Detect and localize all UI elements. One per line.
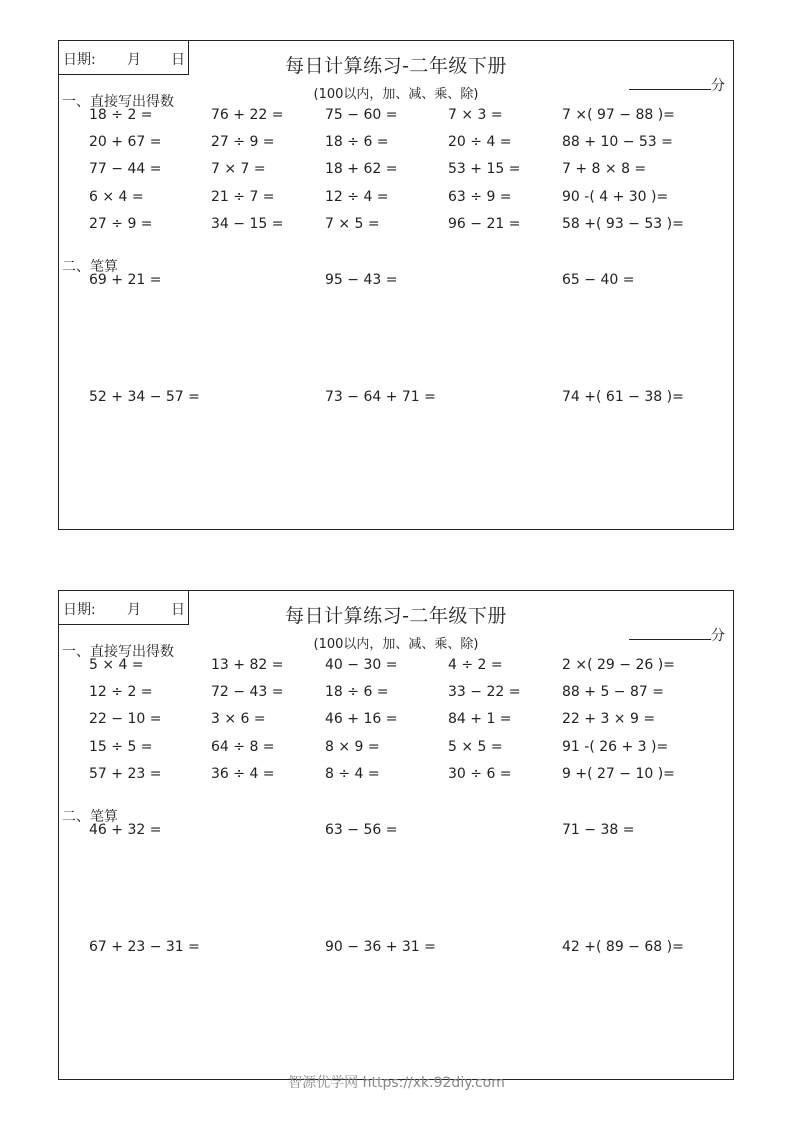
oral-problem: 84 + 1 = <box>448 711 512 727</box>
section-oral-heading: 一、直接写出得数 <box>62 644 174 660</box>
section-written-heading: 二、笔算 <box>62 809 118 825</box>
written-problem: 69 + 21 = <box>89 272 162 288</box>
worksheet-subtitle: (100以内，加、减、乘、除) <box>313 87 479 102</box>
oral-problem: 75 − 60 = <box>325 107 398 123</box>
oral-problem: 36 ÷ 4 = <box>211 766 275 782</box>
oral-problem: 7 × 3 = <box>448 107 503 123</box>
month-label: 月 <box>127 602 141 618</box>
oral-problem: 64 ÷ 8 = <box>211 739 275 755</box>
written-problem: 42 +( 89 − 68 )= <box>562 939 684 955</box>
oral-problem: 8 ÷ 4 = <box>325 766 380 782</box>
oral-problem: 7 + 8 × 8 = <box>562 161 647 177</box>
written-problem: 63 − 56 = <box>325 822 398 838</box>
oral-problem: 15 ÷ 5 = <box>89 739 153 755</box>
oral-problem: 46 + 16 = <box>325 711 398 727</box>
oral-problem: 77 − 44 = <box>89 161 162 177</box>
oral-problem: 30 ÷ 6 = <box>448 766 512 782</box>
worksheet-1 <box>58 40 734 530</box>
oral-problem: 7 × 5 = <box>325 216 380 232</box>
oral-problem: 2 ×( 29 − 26 )= <box>562 657 675 673</box>
date-label: 日期: <box>63 602 96 618</box>
written-problem: 74 +( 61 − 38 )= <box>562 389 684 405</box>
oral-problem: 96 − 21 = <box>448 216 521 232</box>
section-written-heading: 二、笔算 <box>62 259 118 275</box>
worksheet-2 <box>58 590 734 1080</box>
written-problem: 95 − 43 = <box>325 272 398 288</box>
oral-problem: 88 + 10 − 53 = <box>562 134 673 150</box>
oral-problem: 5 × 5 = <box>448 739 503 755</box>
oral-problem: 6 × 4 = <box>89 189 144 205</box>
oral-problem: 8 × 9 = <box>325 739 380 755</box>
oral-problem: 7 × 7 = <box>211 161 266 177</box>
oral-problem: 5 × 4 = <box>89 657 144 673</box>
day-label: 日 <box>171 52 185 68</box>
oral-problem: 72 − 43 = <box>211 684 284 700</box>
written-problem: 67 + 23 − 31 = <box>89 939 200 955</box>
oral-problem: 76 + 22 = <box>211 107 284 123</box>
oral-problem: 91 -( 26 + 3 )= <box>562 739 669 755</box>
oral-problem: 90 -( 4 + 30 )= <box>562 189 669 205</box>
oral-problem: 3 × 6 = <box>211 711 266 727</box>
written-problem: 46 + 32 = <box>89 822 162 838</box>
oral-problem: 21 ÷ 7 = <box>211 189 275 205</box>
oral-problem: 57 + 23 = <box>89 766 162 782</box>
oral-problem: 40 − 30 = <box>325 657 398 673</box>
oral-problem: 58 +( 93 − 53 )= <box>562 216 684 232</box>
written-problem: 52 + 34 − 57 = <box>89 389 200 405</box>
score-blank[interactable] <box>629 639 711 640</box>
worksheet-title: 每日计算练习-二年级下册 <box>285 605 507 627</box>
score-label: 分 <box>711 78 725 94</box>
written-problem: 65 − 40 = <box>562 272 635 288</box>
oral-problem: 20 ÷ 4 = <box>448 134 512 150</box>
written-problem: 90 − 36 + 31 = <box>325 939 436 955</box>
oral-problem: 53 + 15 = <box>448 161 521 177</box>
oral-problem: 13 + 82 = <box>211 657 284 673</box>
oral-problem: 88 + 5 − 87 = <box>562 684 664 700</box>
month-label: 月 <box>127 52 141 68</box>
section-oral-heading: 一、直接写出得数 <box>62 94 174 110</box>
oral-problem: 22 + 3 × 9 = <box>562 711 656 727</box>
oral-problem: 20 + 67 = <box>89 134 162 150</box>
oral-problem: 9 +( 27 − 10 )= <box>562 766 675 782</box>
score-blank[interactable] <box>629 89 711 90</box>
oral-problem: 27 ÷ 9 = <box>211 134 275 150</box>
written-problem: 71 − 38 = <box>562 822 635 838</box>
oral-problem: 18 ÷ 6 = <box>325 684 389 700</box>
oral-problem: 12 ÷ 4 = <box>325 189 389 205</box>
oral-problem: 22 − 10 = <box>89 711 162 727</box>
oral-problem: 63 ÷ 9 = <box>448 189 512 205</box>
oral-problem: 4 ÷ 2 = <box>448 657 503 673</box>
written-problem: 73 − 64 + 71 = <box>325 389 436 405</box>
oral-problem: 18 + 62 = <box>325 161 398 177</box>
worksheet-subtitle: (100以内，加、减、乘、除) <box>313 637 479 652</box>
oral-problem: 33 − 22 = <box>448 684 521 700</box>
footer-watermark: 智源优学网 https://xk.92diy.com <box>288 1075 505 1091</box>
oral-problem: 7 ×( 97 − 88 )= <box>562 107 675 123</box>
worksheet-title: 每日计算练习-二年级下册 <box>285 55 507 77</box>
oral-problem: 27 ÷ 9 = <box>89 216 153 232</box>
oral-problem: 18 ÷ 6 = <box>325 134 389 150</box>
oral-problem: 12 ÷ 2 = <box>89 684 153 700</box>
oral-problem: 34 − 15 = <box>211 216 284 232</box>
day-label: 日 <box>171 602 185 618</box>
score-label: 分 <box>711 628 725 644</box>
oral-problem: 18 ÷ 2 = <box>89 107 153 123</box>
date-label: 日期: <box>63 52 96 68</box>
